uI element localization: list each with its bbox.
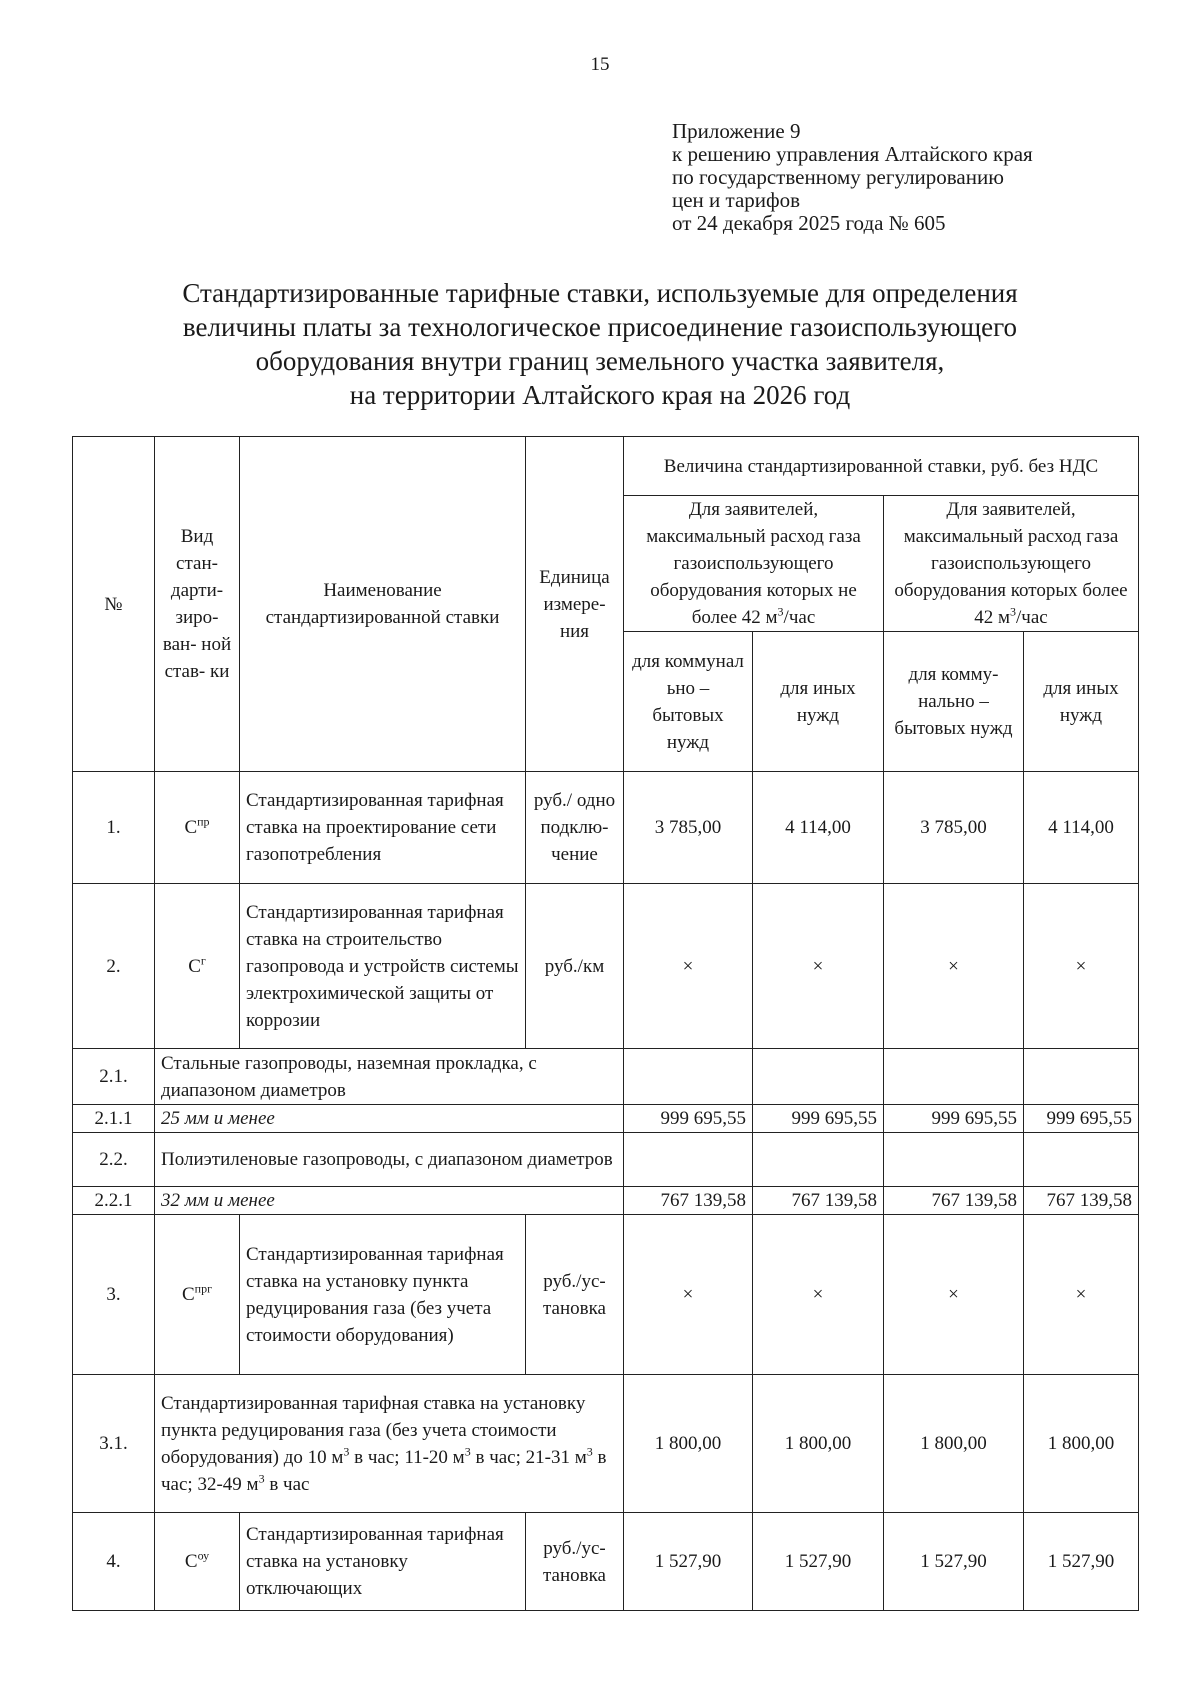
rate-value: 1 800,00 (884, 1375, 1024, 1513)
rate-value: 767 139,58 (624, 1187, 753, 1215)
section-name: Стальные газопроводы, наземная прокладка, с диапазоном диаметров (155, 1049, 624, 1105)
title-line: Стандартизированные тарифные ставки, используемые для определения (182, 278, 1018, 308)
rate-value: 1 527,90 (624, 1513, 753, 1611)
empty-cell (624, 1133, 753, 1187)
rate-unit: руб./км (526, 884, 624, 1049)
row-number: 2.1.1 (73, 1105, 155, 1133)
header-rate-name: Наименование стандартизированной ставки (240, 437, 526, 772)
table-row (73, 1375, 1139, 1513)
rate-value: 1 800,00 (1024, 1375, 1139, 1513)
row-number: 4. (73, 1513, 155, 1611)
superscript: пр (197, 814, 210, 829)
rate-unit: руб./ус- тановка (526, 1215, 624, 1375)
rate-name: Стандартизированная тарифная ставка на установку пункта редуцирования газа (без учета стоимости оборудования) (240, 1215, 526, 1375)
rate-value: 4 114,00 (1024, 772, 1139, 884)
rate-value: 999 695,55 (884, 1105, 1024, 1133)
rate-value: 999 695,55 (753, 1105, 884, 1133)
rate-type-letter: С (188, 955, 201, 977)
table-row (73, 884, 1139, 1049)
rate-value: × (753, 884, 884, 1049)
rate-name: Стандартизированная тарифная ставка на установку отключающих (240, 1513, 526, 1611)
row-number: 2.2. (73, 1133, 155, 1187)
rate-value: 1 527,90 (1024, 1513, 1139, 1611)
diameter-range: 32 мм и менее (155, 1187, 624, 1215)
title-line: оборудования внутри границ земельного участка заявителя, (255, 346, 945, 376)
header-group-text: /час (783, 607, 816, 628)
empty-cell (624, 1049, 753, 1105)
rate-type-letter: С (184, 1551, 198, 1572)
row-number: 3.1. (73, 1375, 155, 1513)
header-group-text: Для заявителей, максимальный расход газа газоиспользующего оборудования которых не более 42 м (646, 499, 861, 628)
header-sub-other: для иных нужд (753, 632, 884, 772)
rate-value: × (884, 884, 1024, 1049)
table-row (73, 772, 1139, 884)
table-row (73, 1187, 1139, 1215)
header-rate-type: Вид стан- дарти- зиро- ван- ной став- ки (155, 437, 240, 772)
empty-cell (884, 1133, 1024, 1187)
header-number: № (73, 437, 155, 772)
appendix-block (672, 120, 1033, 235)
tariff-table (72, 436, 1139, 1611)
rate-name: Стандартизированная тарифная ставка на проектирование сети газопотребления (240, 772, 526, 884)
superscript: 3 (1010, 604, 1017, 619)
empty-cell (1024, 1049, 1139, 1105)
rate-type (155, 1215, 240, 1375)
superscript: оу (197, 1548, 210, 1563)
rate-type-letter: С (184, 817, 198, 838)
rate-type (155, 1513, 240, 1611)
appendix-line: к решению управления Алтайского края (672, 142, 1033, 166)
rate-value: 4 114,00 (753, 772, 884, 884)
rate-name (155, 1375, 624, 1513)
header-group-text: Для заявителей, максимальный расход газа газоиспользующего оборудования которых более 42 м (894, 499, 1128, 628)
diameter-range: 25 мм и менее (155, 1105, 624, 1133)
rate-name-text: в час; 32-49 м (161, 1446, 607, 1495)
rate-unit: руб./ус- тановка (526, 1513, 624, 1611)
document-title (120, 276, 1080, 412)
page-number: 15 (590, 54, 610, 75)
superscript: 3 (464, 1444, 471, 1459)
rate-value: × (884, 1215, 1024, 1375)
appendix-line: цен и тарифов (672, 188, 801, 212)
row-number: 2.1. (73, 1049, 155, 1105)
superscript: 3 (343, 1444, 350, 1459)
rate-name-text: в час; 11-20 м (349, 1446, 465, 1468)
table-row (73, 1513, 1139, 1611)
rate-value: 767 139,58 (1024, 1187, 1139, 1215)
rate-value: 1 527,90 (753, 1513, 884, 1611)
title-line: на территории Алтайского края на 2026 год (349, 380, 851, 410)
row-number: 2. (73, 884, 155, 1049)
header-group-up-to-42 (624, 496, 884, 632)
rate-type-letter: С (181, 1284, 195, 1305)
empty-cell (753, 1049, 884, 1105)
appendix-line: по государственному регулированию (672, 165, 1004, 189)
header-sub-other: для иных нужд (1024, 632, 1139, 772)
table-row (73, 1105, 1139, 1133)
superscript: 3 (586, 1444, 593, 1459)
empty-cell (884, 1049, 1024, 1105)
rate-value: × (1024, 884, 1139, 1049)
rate-unit: руб./ одно подклю- чение (526, 772, 624, 884)
rate-value: 767 139,58 (884, 1187, 1024, 1215)
superscript: г (200, 953, 206, 968)
superscript: 3 (777, 604, 784, 619)
rate-value: 999 695,55 (624, 1105, 753, 1133)
section-name: Полиэтиленовые газопроводы, с диапазоном диаметров (155, 1133, 624, 1187)
rate-value: × (624, 1215, 753, 1375)
header-unit: Единица измере- ния (526, 437, 624, 772)
header-group-over-42 (884, 496, 1139, 632)
appendix-line: от 24 декабря 2025 года № 605 (672, 211, 946, 235)
appendix-line: Приложение 9 (672, 119, 801, 143)
row-number: 2.2.1 (73, 1187, 155, 1215)
table-row (73, 1049, 1139, 1105)
superscript: прг (194, 1281, 213, 1296)
rate-type (155, 884, 240, 1049)
header-group-text: /час (1016, 607, 1048, 628)
rate-value: 1 800,00 (753, 1375, 884, 1513)
rate-value: × (624, 884, 753, 1049)
rate-name-text: в час; 21-31 м (470, 1446, 587, 1468)
rate-value: 3 785,00 (884, 772, 1024, 884)
row-number: 3. (73, 1215, 155, 1375)
rate-type (155, 772, 240, 884)
empty-cell (753, 1133, 884, 1187)
rate-value: 1 800,00 (624, 1375, 753, 1513)
rate-name-text: Стандартизированная тарифная ставка на установку пункта редуцирования газа (без учета стоимости оборудования) до 10 м (161, 1392, 586, 1468)
title-line: величины платы за технологическое присоединение газоиспользующего (182, 312, 1018, 342)
rate-value: 767 139,58 (753, 1187, 884, 1215)
rate-value: × (753, 1215, 884, 1375)
rate-value: 999 695,55 (1024, 1105, 1139, 1133)
rate-name: Стандартизированная тарифная ставка на строительство газопровода и устройств системы электрохимической защиты от коррозии (240, 884, 526, 1049)
rate-value: × (1024, 1215, 1139, 1375)
header-sub-communal: для коммунал ьно – бытовых нужд (624, 632, 753, 772)
superscript: 3 (258, 1471, 265, 1486)
rate-value: 3 785,00 (624, 772, 753, 884)
row-number: 1. (73, 772, 155, 884)
empty-cell (1024, 1133, 1139, 1187)
rate-value: 1 527,90 (884, 1513, 1024, 1611)
header-sub-communal: для комму- нально – бытовых нужд (884, 632, 1024, 772)
table-row (73, 1133, 1139, 1187)
header-rate-value: Величина стандартизированной ставки, руб. без НДС (624, 437, 1139, 496)
table-row (73, 1215, 1139, 1375)
rate-name-text: в час (264, 1473, 310, 1495)
